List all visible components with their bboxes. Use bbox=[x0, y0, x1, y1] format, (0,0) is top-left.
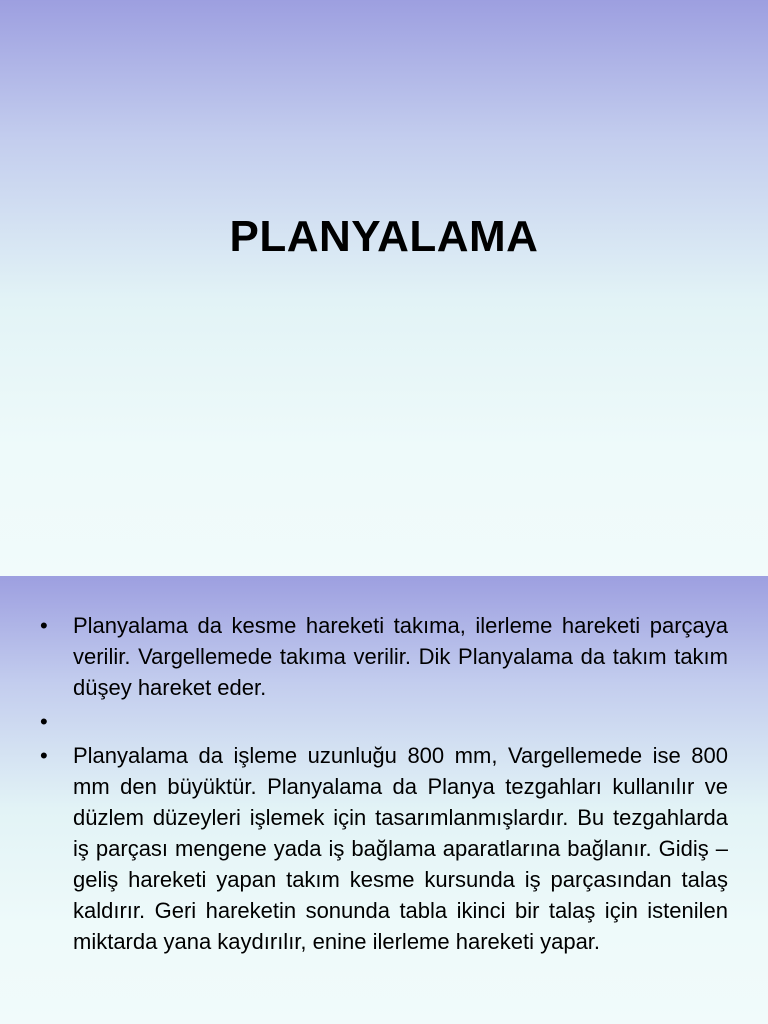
bullet-item bbox=[40, 706, 728, 737]
bullet-marker: • bbox=[40, 613, 48, 638]
bullet-marker: • bbox=[40, 709, 48, 734]
bullet-marker: • bbox=[40, 743, 48, 768]
bullet-text: Planyalama da işleme uzunluğu 800 mm, Vargellemede ise 800 mm den büyüktür. Planyalama da Planya tezgahları kullanılır ve düzlem düzeyleri işlemek için tasarımlanmışlardır. Bu tezgahlarda iş parçası mengene yada iş bağlama aparatlarına bağlanır. Gidiş – geliş hareketi yapan takım kesme kursunda iş parçasından talaş kaldırır. Geri hareketin sonunda tabla ikinci bir talaş için istenilen miktarda yana kaydırılır, enine ilerleme hareketi yapar. bbox=[73, 743, 728, 954]
bullet-list bbox=[40, 610, 728, 960]
slide-title: PLANYALAMA bbox=[229, 212, 539, 261]
bullet-text bbox=[73, 706, 728, 737]
bullet-item bbox=[40, 610, 728, 703]
bullet-text: Planyalama da kesme hareketi takıma, ilerleme hareketi parçaya verilir. Vargellemede takıma verilir. Dik Planyalama da takım takım düşey hareket eder. bbox=[73, 613, 728, 700]
content-slide bbox=[0, 576, 768, 1024]
bullet-item bbox=[40, 740, 728, 957]
